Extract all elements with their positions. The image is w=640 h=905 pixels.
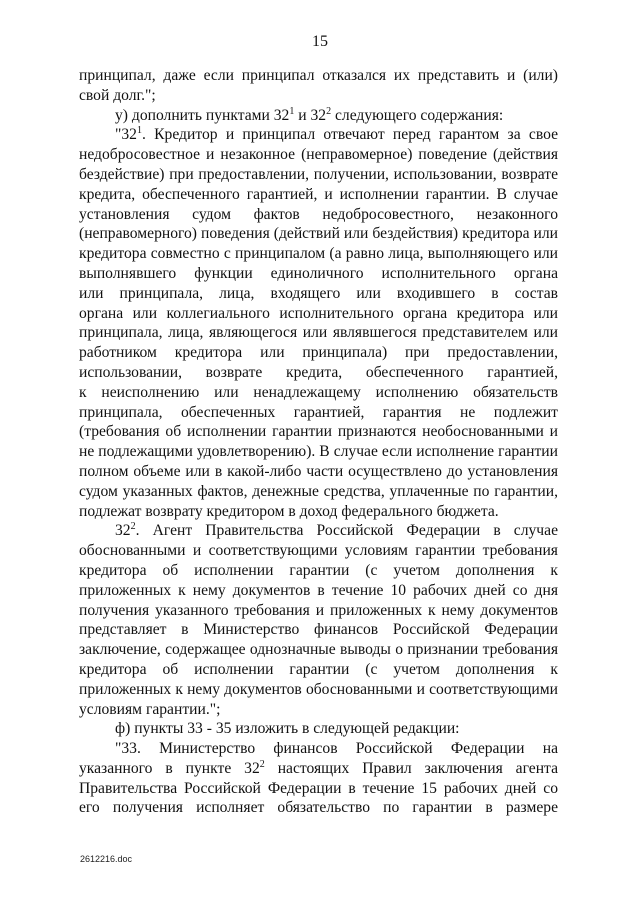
text-line: кредита, обеспеченного гарантией, и исполнении гарантии. В случае xyxy=(79,185,558,203)
superscript: 1 xyxy=(136,125,142,137)
text-line: или принципала, лица, входящего или входившего в состав xyxy=(79,284,558,302)
text-line: "33. Министерство финансов Российской Федерации на xyxy=(115,740,558,758)
superscript: 2 xyxy=(130,521,136,533)
text-line: представляет в Министерство финансов Российской Федерации xyxy=(79,621,558,639)
text-line: (неправомерного) поведения (действий или бездействия) кредитора или xyxy=(79,225,558,243)
text-line: кредитора об исполнении гарантии (с учетом дополнения к xyxy=(79,660,558,678)
text-line: судом указанных фактов, денежные средства, уплаченные по гарантии, xyxy=(79,482,558,500)
text-segment: "32 xyxy=(115,126,137,144)
text-segment: 32 xyxy=(115,522,131,540)
text-line: полном объеме или в какой-либо части осуществлено до установления xyxy=(79,462,558,480)
text-line: выполнявшего функции единоличного исполнительного органа xyxy=(79,264,558,282)
text-line: органа или коллегиального исполнительного органа кредитора или xyxy=(79,304,558,322)
text-line xyxy=(79,125,558,145)
text-line: приложенных к нему документов в течение 10 рабочих дней со дня xyxy=(79,581,558,599)
text-line: принципала, лица, являющегося или являвшегося представителем или xyxy=(79,324,558,342)
text-segment: настоящих Правил заключения агента xyxy=(264,759,558,777)
text-segment: следующего содержания: xyxy=(331,106,504,124)
document-body xyxy=(79,66,558,818)
text-line xyxy=(79,759,558,779)
text-line: кредитора совместно с принципалом (а равно лица, выполняющего или xyxy=(79,245,558,263)
text-line: подлежат возврату кредитором в доход федерального бюджета. xyxy=(79,502,499,520)
text-segment: указанного в пункте 32 xyxy=(79,759,260,777)
text-line: обоснованными и соответствующими условиям гарантии требования xyxy=(79,542,558,560)
text-line: не подлежащими удовлетворению). В случае если исполнение гарантии xyxy=(79,443,558,461)
text-line: получения указанного требования и приложенных к нему документов xyxy=(79,601,558,619)
superscript: 2 xyxy=(326,105,332,117)
text-line xyxy=(79,106,558,126)
text-line: (требования об исполнении гарантии признаются необоснованными и xyxy=(79,423,558,441)
text-line: установления судом фактов недобросовестного, незаконного xyxy=(79,205,558,223)
text-line: условиям гарантии."; xyxy=(79,700,221,718)
text-line: ф) пункты 33 - 35 изложить в следующей редакции: xyxy=(115,720,460,738)
superscript: 1 xyxy=(289,105,295,117)
text-segment: и 32 xyxy=(294,106,327,124)
text-segment: у) дополнить пунктами 32 xyxy=(115,106,290,124)
text-segment: . Агент Правительства Российской Федерации в случае xyxy=(135,522,558,540)
footer-document-filename: 2612216.doc xyxy=(80,854,133,864)
text-line: недобросовестное и незаконное (неправомерное) поведение (действия xyxy=(79,146,558,164)
text-line: работником кредитора или принципала) при предоставлении, xyxy=(79,344,558,362)
text-line: заключение, содержащее однозначные выводы о признании требования xyxy=(79,641,558,659)
text-line: бездействие) при предоставлении, получении, использовании, возврате xyxy=(79,165,558,183)
text-line: приложенных к нему документов обоснованными и соответствующими xyxy=(79,680,558,698)
text-segment: . Кредитор и принципал отвечают перед гарантом за свое xyxy=(141,126,558,144)
page-number: 15 xyxy=(312,33,328,50)
text-line: его получения исполняет обязательство по гарантии в размере xyxy=(79,799,558,817)
text-line: к неисполнению или ненадлежащему исполнению обязательств xyxy=(79,383,558,401)
text-line: использовании, возврате кредита, обеспеченного гарантией, xyxy=(79,363,558,381)
text-line: принципала, обеспеченных гарантией, гарантия не подлежит xyxy=(79,403,558,421)
text-line: принципал, даже если принципал отказался их представить и (или) xyxy=(79,67,558,84)
superscript: 2 xyxy=(259,758,265,770)
text-line: кредитора об исполнении гарантии (с учетом дополнения к xyxy=(79,561,558,579)
text-line: свой долг."; xyxy=(79,86,156,104)
text-line xyxy=(79,521,558,541)
text-line: Правительства Российской Федерации в течение 15 рабочих дней со xyxy=(79,779,558,797)
